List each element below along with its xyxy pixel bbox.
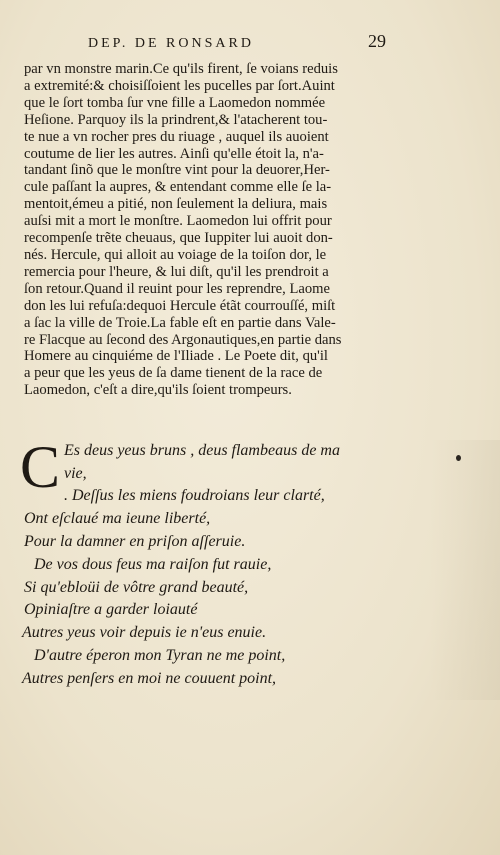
commentary-line: coutume de lier les autres. Ainſi qu'elle étoit la, n'a- — [24, 145, 324, 162]
sonnet-line: . Deſſus les miens foudroians leur clarté, — [64, 487, 325, 504]
commentary-block — [24, 61, 396, 399]
commentary-line: ſon retour.Quand il reuint pour les reprendre, Laome — [24, 280, 330, 297]
commentary-line: a ſac la ville de Troie.La fable eſt en partie dans Vale- — [24, 314, 336, 331]
sonnet-line: Es deus yeus bruns , deus flambeaus de ma — [64, 442, 340, 459]
commentary-line: Heſione. Parquoy ils la prindrent,& l'atacherent tou- — [24, 111, 328, 128]
show-through-shadow — [430, 440, 500, 700]
ink-spot — [456, 455, 461, 461]
page-number: 29 — [368, 31, 386, 51]
running-title: DEP. DE RONSARD — [88, 36, 254, 51]
drop-cap-initial: C — [20, 434, 61, 500]
sonnet-line: Autres penſers en moi ne couuent point, — [22, 670, 277, 687]
commentary-line: te nue a vn rocher pres du riuage , auquel ils auoient — [24, 128, 329, 145]
sonnet-line: Autres yeus voir depuis ie n'eus enuie. — [22, 624, 267, 641]
sonnet-line: D'autre éperon mon Tyran ne me point, — [34, 647, 286, 664]
commentary-line: nés. Hercule, qui alloit au voiage de la toiſon dor, le — [24, 246, 327, 263]
commentary-line: Laomedon, c'eſt a dire,qu'ils ſoient trompeurs. — [24, 382, 292, 399]
sonnet-line: Pour la damner en priſon aſſeruie. — [24, 533, 246, 550]
sonnet-line: Ont eſclaué ma ieune liberté, — [24, 510, 211, 527]
commentary-line: Homere au cinquiéme de l'Iliade . Le Poete dit, qu'il — [24, 348, 328, 365]
commentary-line: remercia pour l'heure, & lui diſt, qu'il les prendroit a — [24, 263, 329, 280]
sonnet-line: Si qu'ebloüi de vôtre grand beauté, — [24, 579, 249, 596]
sonnet-line: De vos dous feus ma raiſon fut rauie, — [34, 556, 272, 573]
sonnet-line: vie, — [64, 465, 87, 482]
commentary-line: mentoit,émeu a pitié, non ſeulement la deliura, mais — [24, 196, 328, 213]
commentary-line: don les lui refuſa:dequoi Hercule étãt courrouſſé, miſt — [24, 297, 336, 314]
commentary-line: auſsi mit a mort le monſtre. Laomedon lui offrit pour — [24, 213, 332, 230]
commentary-line: cule paſſant la aupres, & entendant comme elle ſe la- — [24, 179, 332, 196]
commentary-line: a peur que les yeus de ſa dame tienent de la race de — [24, 365, 323, 382]
commentary-line: tandant ſinõ que le monſtre vint pour la deuorer,Her- — [24, 162, 330, 179]
commentary-line: re Flacque au ſecond des Argonautiques,en partie dans — [24, 331, 342, 348]
commentary-line: par vn monstre marin.Ce qu'ils firent, ſe voians reduis — [24, 61, 338, 77]
commentary-line: a extremité:& choisiſſoient les pucelles par ſort.Auint — [24, 77, 335, 94]
commentary-line: recompenſe trẽte cheuaus, que Iuppiter lui auoit don- — [24, 230, 333, 247]
sonnet-line: Opiniaſtre a garder loiauté — [24, 601, 198, 618]
commentary-line: que le ſort tomba ſur vne fille a Laomedon nommée — [24, 94, 326, 111]
